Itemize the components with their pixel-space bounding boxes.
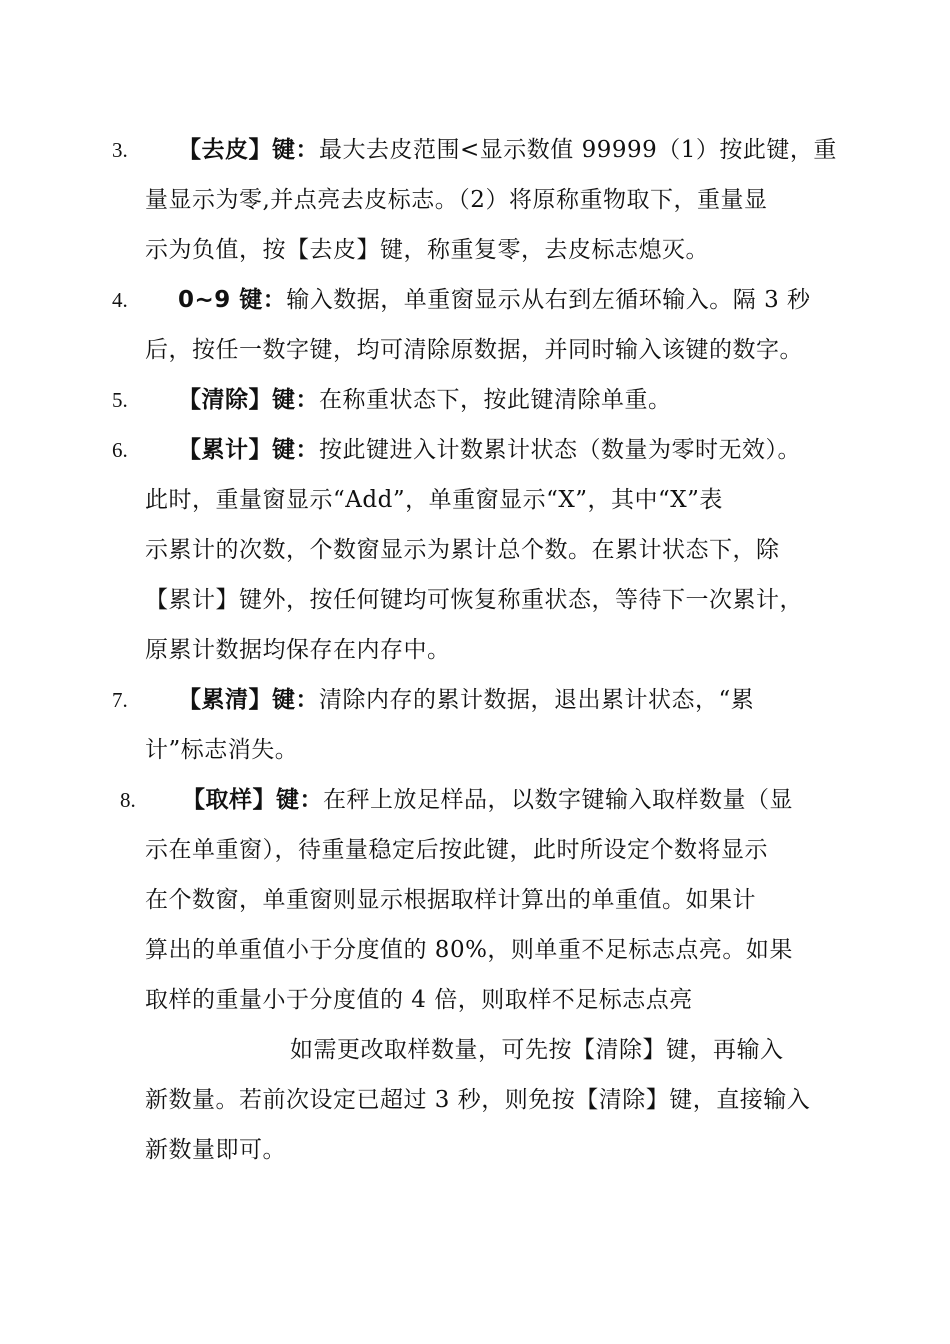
item-number: 3. xyxy=(112,138,128,162)
item-number: 5. xyxy=(112,388,128,412)
item-line: 在个数窗，单重窗则显示根据取样计算出的单重值。如果计 xyxy=(145,887,756,913)
paragraph-line: 新数量。若前次设定已超过 3 秒，则免按【清除】键，直接输入 xyxy=(145,1087,811,1113)
item-text: 按此键进入计数累计状态（数量为零时无效）。 xyxy=(319,437,801,463)
item-line: 【累计】键外，按任何键均可恢复称重状态，等待下一次累计， xyxy=(145,587,803,613)
item-text: 最大去皮范围<显示数值 99999（1）按此键，重 xyxy=(319,137,837,163)
item-number: 7. xyxy=(112,688,128,712)
paragraph-line: 新数量即可。 xyxy=(145,1137,286,1163)
item-line: 计”标志消失。 xyxy=(145,737,299,763)
item-text: 在秤上放足样品，以数字键输入取样数量（显 xyxy=(323,787,793,813)
item-line: 此时，重量窗显示“Add”，单重窗显示“X”，其中“X”表 xyxy=(145,487,723,513)
item-first-line xyxy=(178,385,672,415)
item-first-line xyxy=(178,435,801,465)
item-first-line xyxy=(182,785,793,815)
item-number: 4. xyxy=(112,288,128,312)
item-line: 原累计数据均保存在内存中。 xyxy=(145,637,451,663)
item-line: 算出的单重值小于分度值的 80%，则单重不足标志点亮。如果 xyxy=(145,937,793,963)
item-first-line xyxy=(178,135,837,165)
item-text: 输入数据，单重窗显示从右到左循环输入。隔 3 秒 xyxy=(286,287,811,313)
item-first-line xyxy=(178,285,811,315)
key-label: 0~9 键： xyxy=(178,287,287,313)
item-text: 清除内存的累计数据，退出累计状态，“累 xyxy=(319,687,755,713)
key-label: 【取样】键： xyxy=(182,787,323,813)
item-line: 示在单重窗），待重量稳定后按此键，此时所设定个数将显示 xyxy=(145,837,768,863)
item-text: 在称重状态下，按此键清除单重。 xyxy=(319,387,672,413)
key-label: 【去皮】键： xyxy=(178,137,319,163)
key-label: 【清除】键： xyxy=(178,387,319,413)
item-line: 后，按任一数字键，均可清除原数据，并同时输入该键的数字。 xyxy=(145,337,803,363)
key-label: 【累计】键： xyxy=(178,437,319,463)
item-line: 示为负值，按【去皮】键，称重复零，去皮标志熄灭。 xyxy=(145,237,709,263)
paragraph-line: 如需更改取样数量，可先按【清除】键，再输入 xyxy=(290,1037,784,1063)
item-number: 6. xyxy=(112,438,128,462)
item-first-line xyxy=(178,685,754,715)
item-line: 取样的重量小于分度值的 4 倍，则取样不足标志点亮 xyxy=(145,987,693,1013)
item-line: 量显示为零,并点亮去皮标志。（2）将原称重物取下，重量显 xyxy=(145,187,768,213)
key-label: 【累清】键： xyxy=(178,687,319,713)
item-line: 示累计的次数，个数窗显示为累计总个数。在累计状态下，除 xyxy=(145,537,780,563)
item-number: 8. xyxy=(120,788,136,812)
